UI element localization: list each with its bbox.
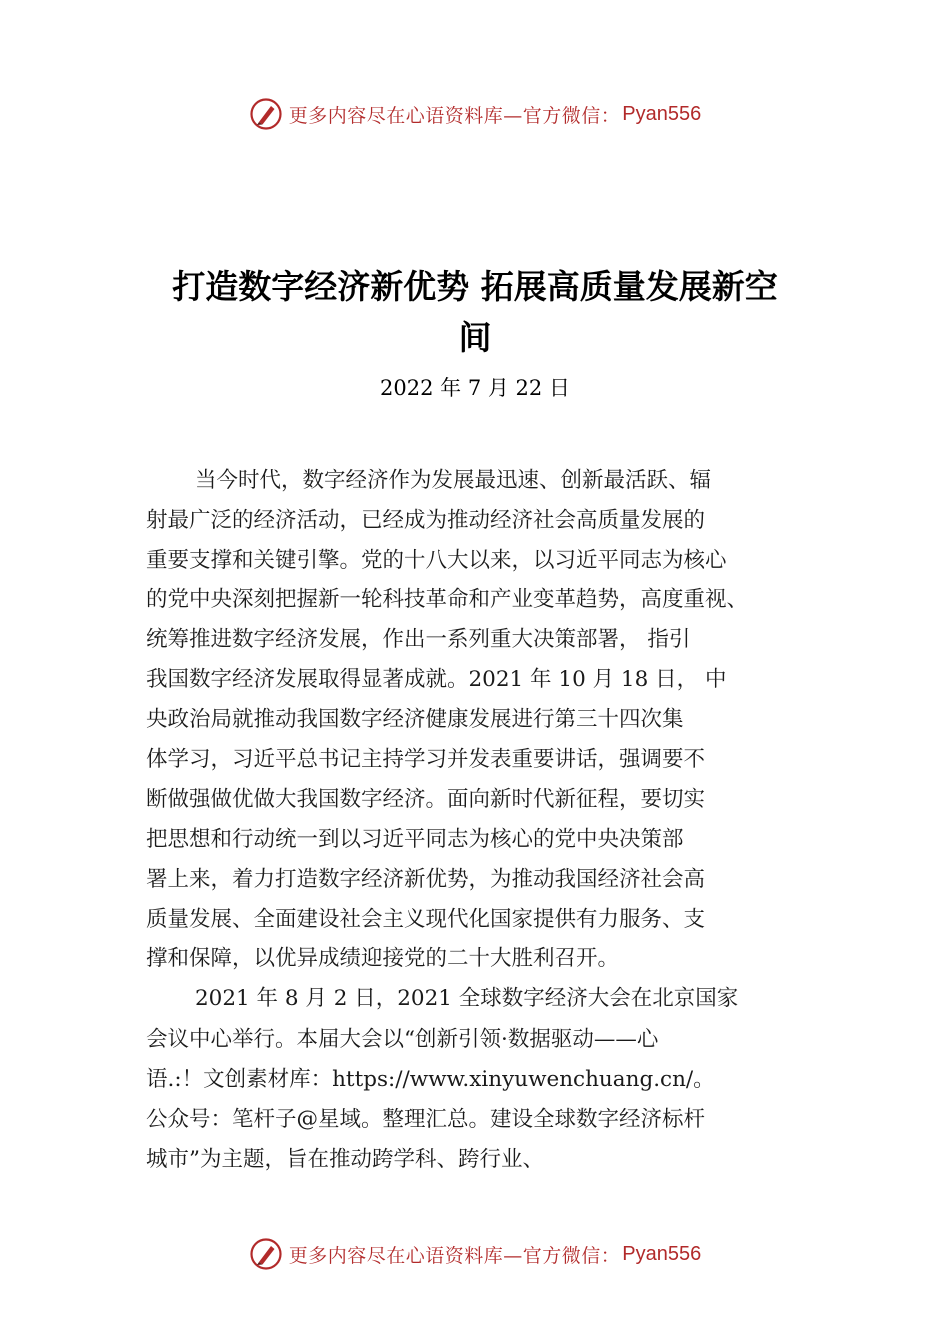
body-line: 的党中央深刻把握新一轮科技革命和产业变革趋势，高度重视、 (146, 587, 749, 612)
header-banner (0, 94, 950, 134)
body-line: 我国数字经济发展取得显著成就。2021 年 10 月 18 日， 中 (146, 667, 727, 692)
pen-circle-logo-icon (249, 97, 283, 131)
body-line: 统筹推进数字经济发展，作出一系列重大决策部署， 指引 (146, 627, 691, 652)
body-line: 语.:！文创素材库：https://www.xinyuwenchuang.cn/。 (146, 1067, 715, 1092)
page-title-line-2: 间 (458, 318, 492, 357)
pen-circle-logo-icon (249, 1237, 283, 1271)
page-title-line-1: 打造数字经济新优势 拓展高质量发展新空 (172, 267, 778, 306)
body-line: 会议中心举行。本届大会以“创新引领·数据驱动——心 (146, 1027, 659, 1052)
body-line: 公众号：笔杆子@星域。整理汇总。建设全球数字经济标杆 (146, 1107, 706, 1132)
body-line: 央政治局就推动我国数字经济健康发展进行第三十四次集 (146, 707, 684, 732)
banner-text: 更多内容尽在心语资料库—官方微信： (288, 1244, 621, 1267)
article-date: 2022 年 7 月 22 日 (380, 376, 570, 400)
body-line: 体学习，习近平总书记主持学习并发表重要讲话，强调要不 (146, 747, 706, 772)
footer-banner (0, 1234, 950, 1274)
body-line: 署上来，着力打造数字经济新优势，为推动我国经济社会高 (146, 867, 706, 892)
body-line: 撑和保障，以优异成绩迎接党的二十大胜利召开。 (146, 946, 620, 971)
body-line: 当今时代，数字经济作为发展最迅速、创新最活跃、辐 (195, 468, 712, 493)
body-line: 把思想和行动统一到以习近平同志为核心的党中央决策部 (146, 827, 684, 852)
body-line: 质量发展、全面建设社会主义现代化国家提供有力服务、支 (146, 907, 706, 932)
body-line: 射最广泛的经济活动，已经成为推动经济社会高质量发展的 (146, 508, 706, 533)
banner-wechat-id: Pyan556 (622, 1242, 702, 1265)
body-line: 断做强做优做大我国数字经济。面向新时代新征程，要切实 (146, 787, 706, 812)
body-line: 2021 年 8 月 2 日，2021 全球数字经济大会在北京国家 (195, 986, 739, 1011)
banner-wechat-id: Pyan556 (622, 102, 702, 125)
banner-text: 更多内容尽在心语资料库—官方微信： (288, 104, 621, 127)
body-line: 城市”为主题，旨在推动跨学科、跨行业、 (146, 1147, 544, 1172)
body-line: 重要支撑和关键引擎。党的十八大以来，以习近平同志为核心 (146, 548, 727, 573)
